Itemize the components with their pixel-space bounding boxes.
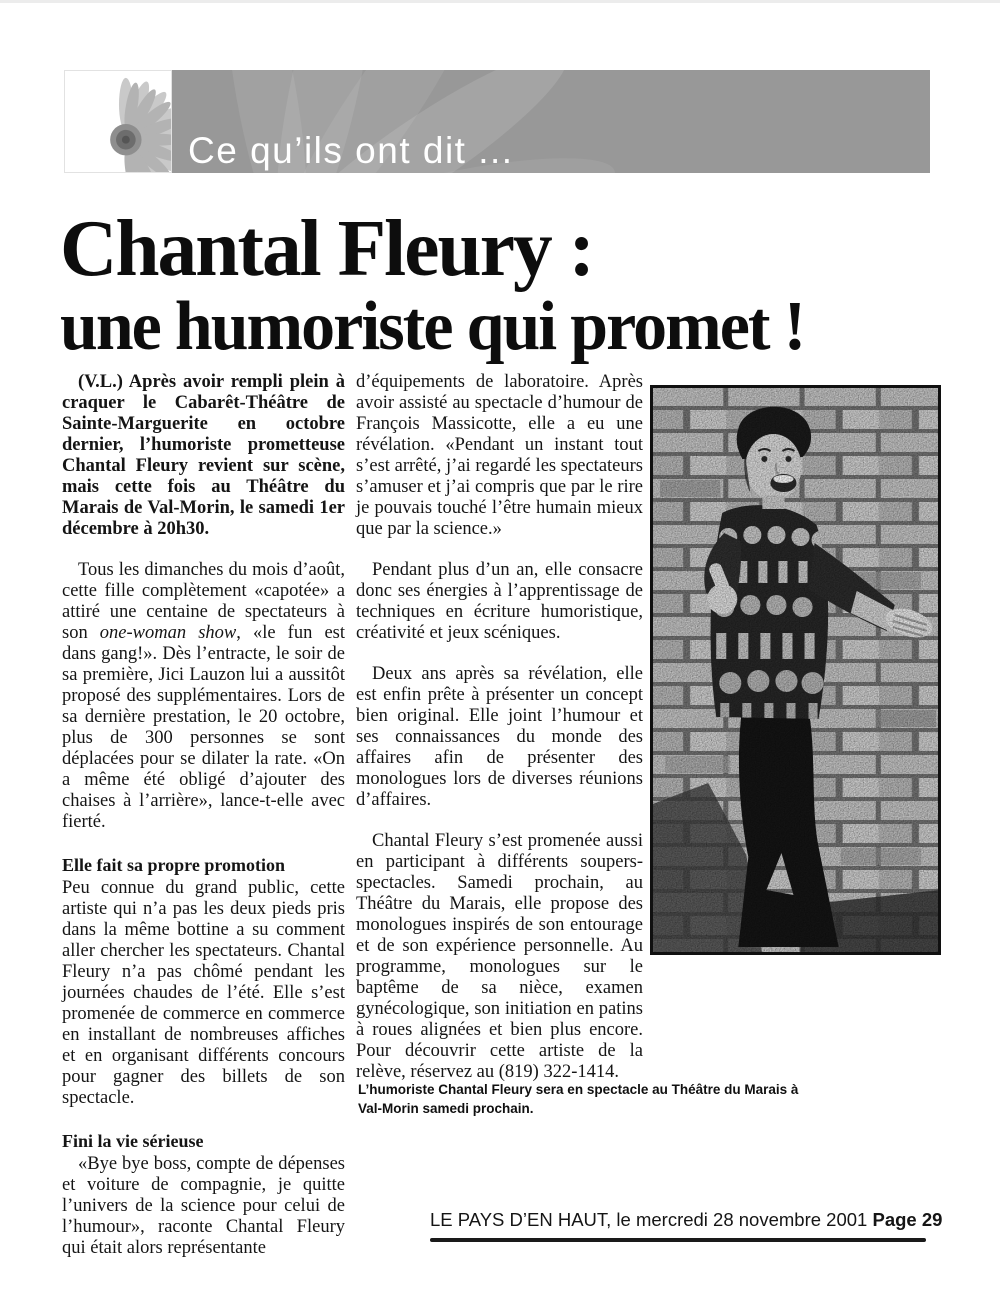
banner-strip: [172, 70, 930, 173]
body-paragraph: [62, 560, 345, 833]
body-paragraph: Peu connue du grand public, cette artiste qui n’a pas les deux pieds pris dans la même bottine a su comment aller chercher les spectateurs. Chantal Fleury n’a pas chômé pendant les journées chaudes de l’été. Elle s’est promenée de commerce en commerce en installant de nombreuses affiches et en organisant différents concours pour gagner des billets de son spectacle.: [62, 878, 345, 1108]
italic-phrase: one-woman show: [99, 623, 237, 643]
headline-line-1: Chantal Fleury :: [60, 203, 594, 293]
article-headline: [60, 203, 970, 365]
photo-chantal-fleury-brick-wall: [650, 385, 941, 955]
gerbera-flower-image: [64, 70, 172, 173]
footer-rule: [430, 1238, 926, 1242]
body-paragraph: Pendant plus d’un an, elle consacre donc ses énergies à l’apprentissage de techniques en écriture humoristique, créativité et jeux scéniques.: [356, 560, 643, 643]
photo-caption: L’humoriste Chantal Fleury sera en spectacle au Théâtre du Marais à Val-Morin samedi prochain.: [358, 1082, 799, 1116]
article-column-middle: [356, 372, 643, 1083]
subheading-promotion: Elle fait sa propre promotion: [62, 855, 286, 875]
body-paragraph: d’équipements de laboratoire. Après avoir assisté au spectacle d’humour de François Massicotte, elle a eu une révélation. «Pendant un instant tout s’est arrêté, j’ai regardé les spectateurs s’amuser et j’ai compris que par le rire je pouvais touché l’être humain mieux que par la science.»: [356, 372, 643, 539]
masthead-footer: [430, 1207, 943, 1233]
gerbera-flower-icon: [65, 71, 171, 172]
body-paragraph: Chantal Fleury s’est promenée aussi en participant à différents soupers-spectacles. Samedi prochain, au Théâtre du Marais, elle propose des monologues inspirés de son entourage et de son expérience personnelle. Au programme, monologues sur le baptême de sa nièce, examen gynécologique, son initiation en patins à roues alignées et bien plus encore. Pour découvrir cette artiste de la relève, réservez au (819) 322-1414.: [356, 831, 643, 1082]
lead-paragraph: (V.L.) Après avoir rempli plein à craquer le Cabarêt-Théâtre de Sainte-Marguerite en octobre dernier, l’humoriste prometteuse Chantal Fleury revient sur scène, mais cette fois au Théâtre du Marais de Val-Morin, le samedi 1er décembre à 20h30.: [62, 372, 345, 539]
headline-line-2: une humoriste qui promet !: [60, 288, 805, 365]
subheading-vie-serieuse: Fini la vie sérieuse: [62, 1131, 204, 1151]
body-paragraph: Deux ans après sa révélation, elle est enfin prête à présenter un concept bien original. Elle joint l’humour et ses connaissances du monde des affaires afin de présenter des monologues lors de diverses réunions d’affaires.: [356, 664, 643, 810]
page-top-rule: [0, 0, 1000, 3]
masthead-text: LE PAYS D’EN HAUT, le mercredi 28 novembre 2001: [430, 1209, 868, 1230]
article-photo: [650, 385, 941, 955]
section-title: Ce qu’ils ont dit ...: [188, 130, 514, 171]
page-number: Page 29: [872, 1209, 943, 1230]
paragraph-text: Tous les dimanches du mois d’août, cette fille complètement «capotée» a attiré une centaine de spectateurs à son: [62, 560, 345, 643]
paragraph-text: , «le fun est dans gang!». Dès l’entracte, le soir de sa première, Jici Lauzon lui a aussitôt proposé des supplémentaires. Lors de sa dernière prestation, le 20 octobre, plus de 300 personnes se sont déplacées pour se dilater la rate. «On a même été obligé d’ajouter des chaises à l’arrière», lance-t-elle avec fierté.: [62, 623, 345, 832]
body-paragraph: «Bye bye boss, compte de dépenses et voiture de compagnie, je quitte l’univers de la science pour celui de l’humour», raconte Chantal Fleury qui était alors représentante: [62, 1154, 345, 1258]
article-column-left: [62, 372, 345, 1259]
section-banner: [64, 70, 930, 173]
